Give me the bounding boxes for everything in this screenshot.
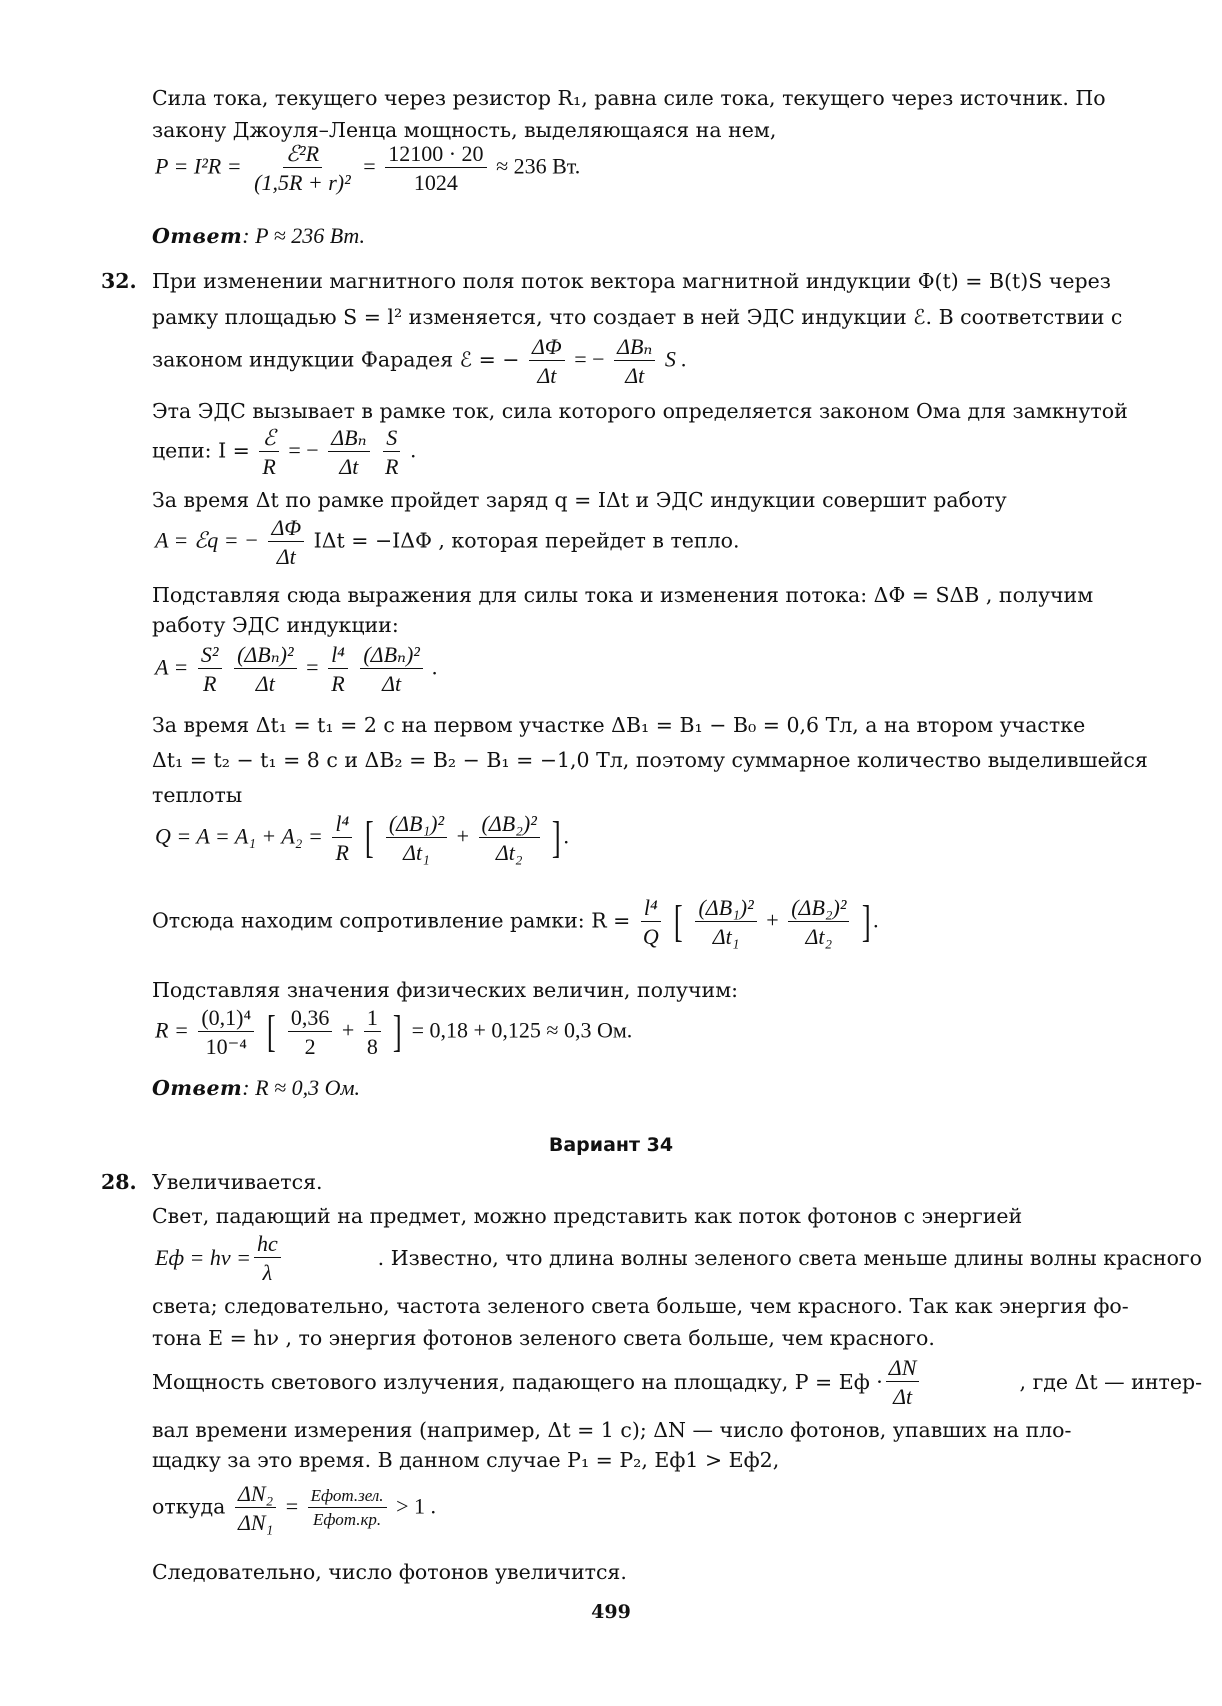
fraction: $\frac{\text{ΔBₙ}}{\Delta t}$ bbox=[614, 335, 655, 387]
formula-work-expanded: A = $\frac{\text{S²}}{R}$ $\frac{\text{(ΔBₙ)²}}{\Delta t}$ = $\frac{\text{l⁴}}{R}$ $\frac{\text{(ΔBₙ)²}}{\Delta t}$ . bbox=[155, 642, 438, 697]
paragraph-line: Сила тока, текущего через резистор R₁, равна силе тока, текущего через источник. По bbox=[152, 86, 1106, 110]
formula-ohm: цепи: I = $\frac{\text{ℰ}}{R}$ = − $\frac{\text{ΔBₙ}}{\Delta t}$ $\frac{S}{R}$ . bbox=[152, 425, 417, 480]
paragraph-line: Свет, падающий на предмет, можно представить как поток фотонов с энергией bbox=[152, 1204, 1023, 1228]
bracket-right: ] bbox=[393, 1007, 403, 1057]
paragraph-line: закону Джоуля–Ленца мощность, выделяющаяся на нем, bbox=[152, 118, 777, 142]
fraction: $\frac{\text{S²}}{R}$ bbox=[198, 643, 222, 695]
fraction: $\frac{\text{l⁴}}{Q}$ bbox=[642, 895, 659, 950]
problem-number: 28. bbox=[101, 1170, 137, 1194]
fraction: $\frac{\text{ΔN₂}}{\text{ΔN₁}}$ bbox=[235, 1482, 276, 1534]
fraction: $\frac{1}{8}$ bbox=[364, 1006, 381, 1058]
fraction: $\frac{\text{Eфот.зел.}}{\text{Eфот.кр.}}$ bbox=[308, 1487, 387, 1529]
fraction: $\frac{\text{ℰ²R}}{\text{(1,5R + r)²}}$ bbox=[254, 141, 351, 196]
paragraph-line: работу ЭДС индукции: bbox=[152, 613, 399, 637]
paragraph-line: При изменении магнитного поля поток вектора магнитной индукции Φ(t) = B(t)S через bbox=[152, 269, 1111, 293]
fraction: $\frac{0,36}{2}$ bbox=[288, 1006, 333, 1058]
paragraph-line: света; следовательно, частота зеленого света больше, чем красного. Так как энергия фо- bbox=[152, 1294, 1129, 1318]
fraction: $\frac{\text{(ΔB₁)²}}{\text{Δt₁}}$ bbox=[695, 896, 756, 948]
problem-number: 32. bbox=[101, 269, 137, 293]
answer-line: Ответ: P ≈ 236 Вт. bbox=[152, 223, 366, 248]
formula-resistance-value: R = $\frac{\text{(0,1)⁴}}{\text{10⁻⁴}}$ [ $\frac{0,36}{2}$ + $\frac{1}{8}$ ] = 0,18 + 0,125 ≈ 0,3 Ом. bbox=[155, 1005, 633, 1060]
formula-faraday: законом индукции Фарадея ℰ = − $\frac{\Delta\Phi}{\Delta t}$ = − $\frac{\text{ΔBₙ}}{\Delta t}$ S . bbox=[152, 334, 687, 389]
paragraph-line: Следовательно, число фотонов увеличится. bbox=[152, 1560, 627, 1584]
fraction: $\frac{\text{(ΔBₙ)²}}{\Delta t}$ bbox=[234, 643, 297, 695]
paragraph-line: тона E = hν , то энергия фотонов зеленого света больше, чем красного. bbox=[152, 1326, 935, 1350]
bracket-left: [ bbox=[674, 897, 684, 947]
fraction: $\frac{\text{ΔBₙ}}{\Delta t}$ bbox=[328, 426, 369, 478]
paragraph-line: теплоты bbox=[152, 783, 243, 807]
fraction: $\frac{hc}{\lambda}$ bbox=[254, 1232, 281, 1284]
paragraph-line: За время Δt по рамке пройдет заряд q = IΔt и ЭДС индукции совершит работу bbox=[152, 488, 1007, 512]
fraction: $\frac{\text{ℰ}}{R}$ bbox=[259, 426, 278, 478]
formula-photon-ratio: откуда $\frac{\text{ΔN₂}}{\text{ΔN₁}}$ = $\frac{\text{Eфот.зел.}}{\text{Eфот.кр.}}$ > 1 . bbox=[152, 1481, 436, 1536]
paragraph-line: Подставляя сюда выражения для силы тока и изменения потока: ΔΦ = SΔB , получим bbox=[152, 583, 1094, 607]
formula-resistance: Отсюда находим сопротивление рамки: R = $\frac{\text{l⁴}}{Q}$ [ $\frac{\text{(ΔB₁)²}}{\text{Δt₁}}$ + $\frac{\text{(ΔB₂)²}}{\text{Δt₂}}$ ] . bbox=[152, 895, 880, 950]
fraction: $\frac{\text{l⁴}}{R}$ bbox=[332, 812, 352, 864]
bracket-left: [ bbox=[266, 1007, 276, 1057]
fraction: $\frac{\text{(ΔB₂)²}}{\text{Δt₂}}$ bbox=[788, 896, 849, 948]
fraction: $\frac{S}{R}$ bbox=[385, 425, 399, 480]
paragraph-line: Увеличивается. bbox=[152, 1170, 323, 1194]
section-heading: Вариант 34 bbox=[548, 1134, 674, 1156]
paragraph-line: Подставляя значения физических величин, получим: bbox=[152, 978, 739, 1002]
fraction: $\frac{\Delta\Phi}{\Delta t}$ bbox=[529, 335, 565, 387]
fraction: $\frac{\text{(ΔB₁)²}}{\text{Δt₁}}$ bbox=[386, 812, 447, 864]
formula-heat: Q = A = A₁ + A₂ = $\frac{\text{l⁴}}{R}$ [ $\frac{\text{(ΔB₁)²}}{\text{Δt₁}}$ + $\frac{\text{(ΔB₂)²}}{\text{Δt₂}}$ ] . bbox=[155, 811, 570, 866]
paragraph-line: рамку площадью S = l² изменяется, что создает в ней ЭДС индукции ℰ. В соответствии с bbox=[152, 305, 1123, 329]
fraction: $\frac{\text{l⁴}}{R}$ bbox=[328, 643, 348, 695]
fraction: $\frac{\text{(0,1)⁴}}{\text{10⁻⁴}}$ bbox=[198, 1006, 254, 1058]
formula-photon-energy: Eф = hν = $\frac{hc}{\lambda}$ . Известно, что длина волны зеленого света меньше длины волны красного bbox=[155, 1231, 1202, 1286]
paragraph-line: За время Δt₁ = t₁ = 2 с на первом участке ΔB₁ = B₁ − B₀ = 0,6 Тл, а на втором участке bbox=[152, 713, 1086, 737]
page-number: 499 bbox=[591, 1601, 631, 1623]
bracket-left: [ bbox=[364, 813, 374, 863]
fraction: $\frac{\text{(ΔB₂)²}}{\text{Δt₂}}$ bbox=[479, 812, 540, 864]
bracket-right: ] bbox=[552, 813, 562, 863]
formula-power: P = I²R = $\frac{\text{ℰ²R}}{\text{(1,5R + r)²}}$ = $\frac{12100 \cdot 20}{1024}$ ≈ 236 Вт. bbox=[155, 141, 581, 196]
fraction: $\frac{\Delta\Phi}{\Delta t}$ bbox=[268, 516, 304, 568]
fraction: $\frac{12100 \cdot 20}{1024}$ bbox=[385, 142, 486, 194]
paragraph-line: Эта ЭДС вызывает в рамке ток, сила которого определяется законом Ома для замкнутой bbox=[152, 399, 1128, 423]
paragraph-line: вал времени измерения (например, Δt = 1 с); ΔN — число фотонов, упавших на пло- bbox=[152, 1418, 1072, 1442]
fraction: $\frac{\Delta N}{\Delta t}$ bbox=[886, 1356, 920, 1408]
answer-line: Ответ: R ≈ 0,3 Ом. bbox=[152, 1075, 361, 1100]
paragraph-line: Δt₁ = t₂ − t₁ = 8 с и ΔB₂ = B₂ − B₁ = −1,0 Тл, поэтому суммарное количество выделившейся bbox=[152, 748, 1148, 772]
fraction: $\frac{\text{(ΔBₙ)²}}{\Delta t}$ bbox=[360, 643, 423, 695]
formula-light-power: Мощность светового излучения, падающего на площадку, P = Eф · $\frac{\Delta N}{\Delta t}$ , где Δt — интер- bbox=[152, 1355, 1202, 1410]
bracket-right: ] bbox=[861, 897, 871, 947]
formula-work: A = ℰq = − $\frac{\Delta\Phi}{\Delta t}$ IΔt = −IΔΦ , которая перейдет в тепло. bbox=[155, 515, 740, 570]
paragraph-line: щадку за это время. В данном случае P₁ = P₂, Eф1 > Eф2, bbox=[152, 1448, 780, 1472]
